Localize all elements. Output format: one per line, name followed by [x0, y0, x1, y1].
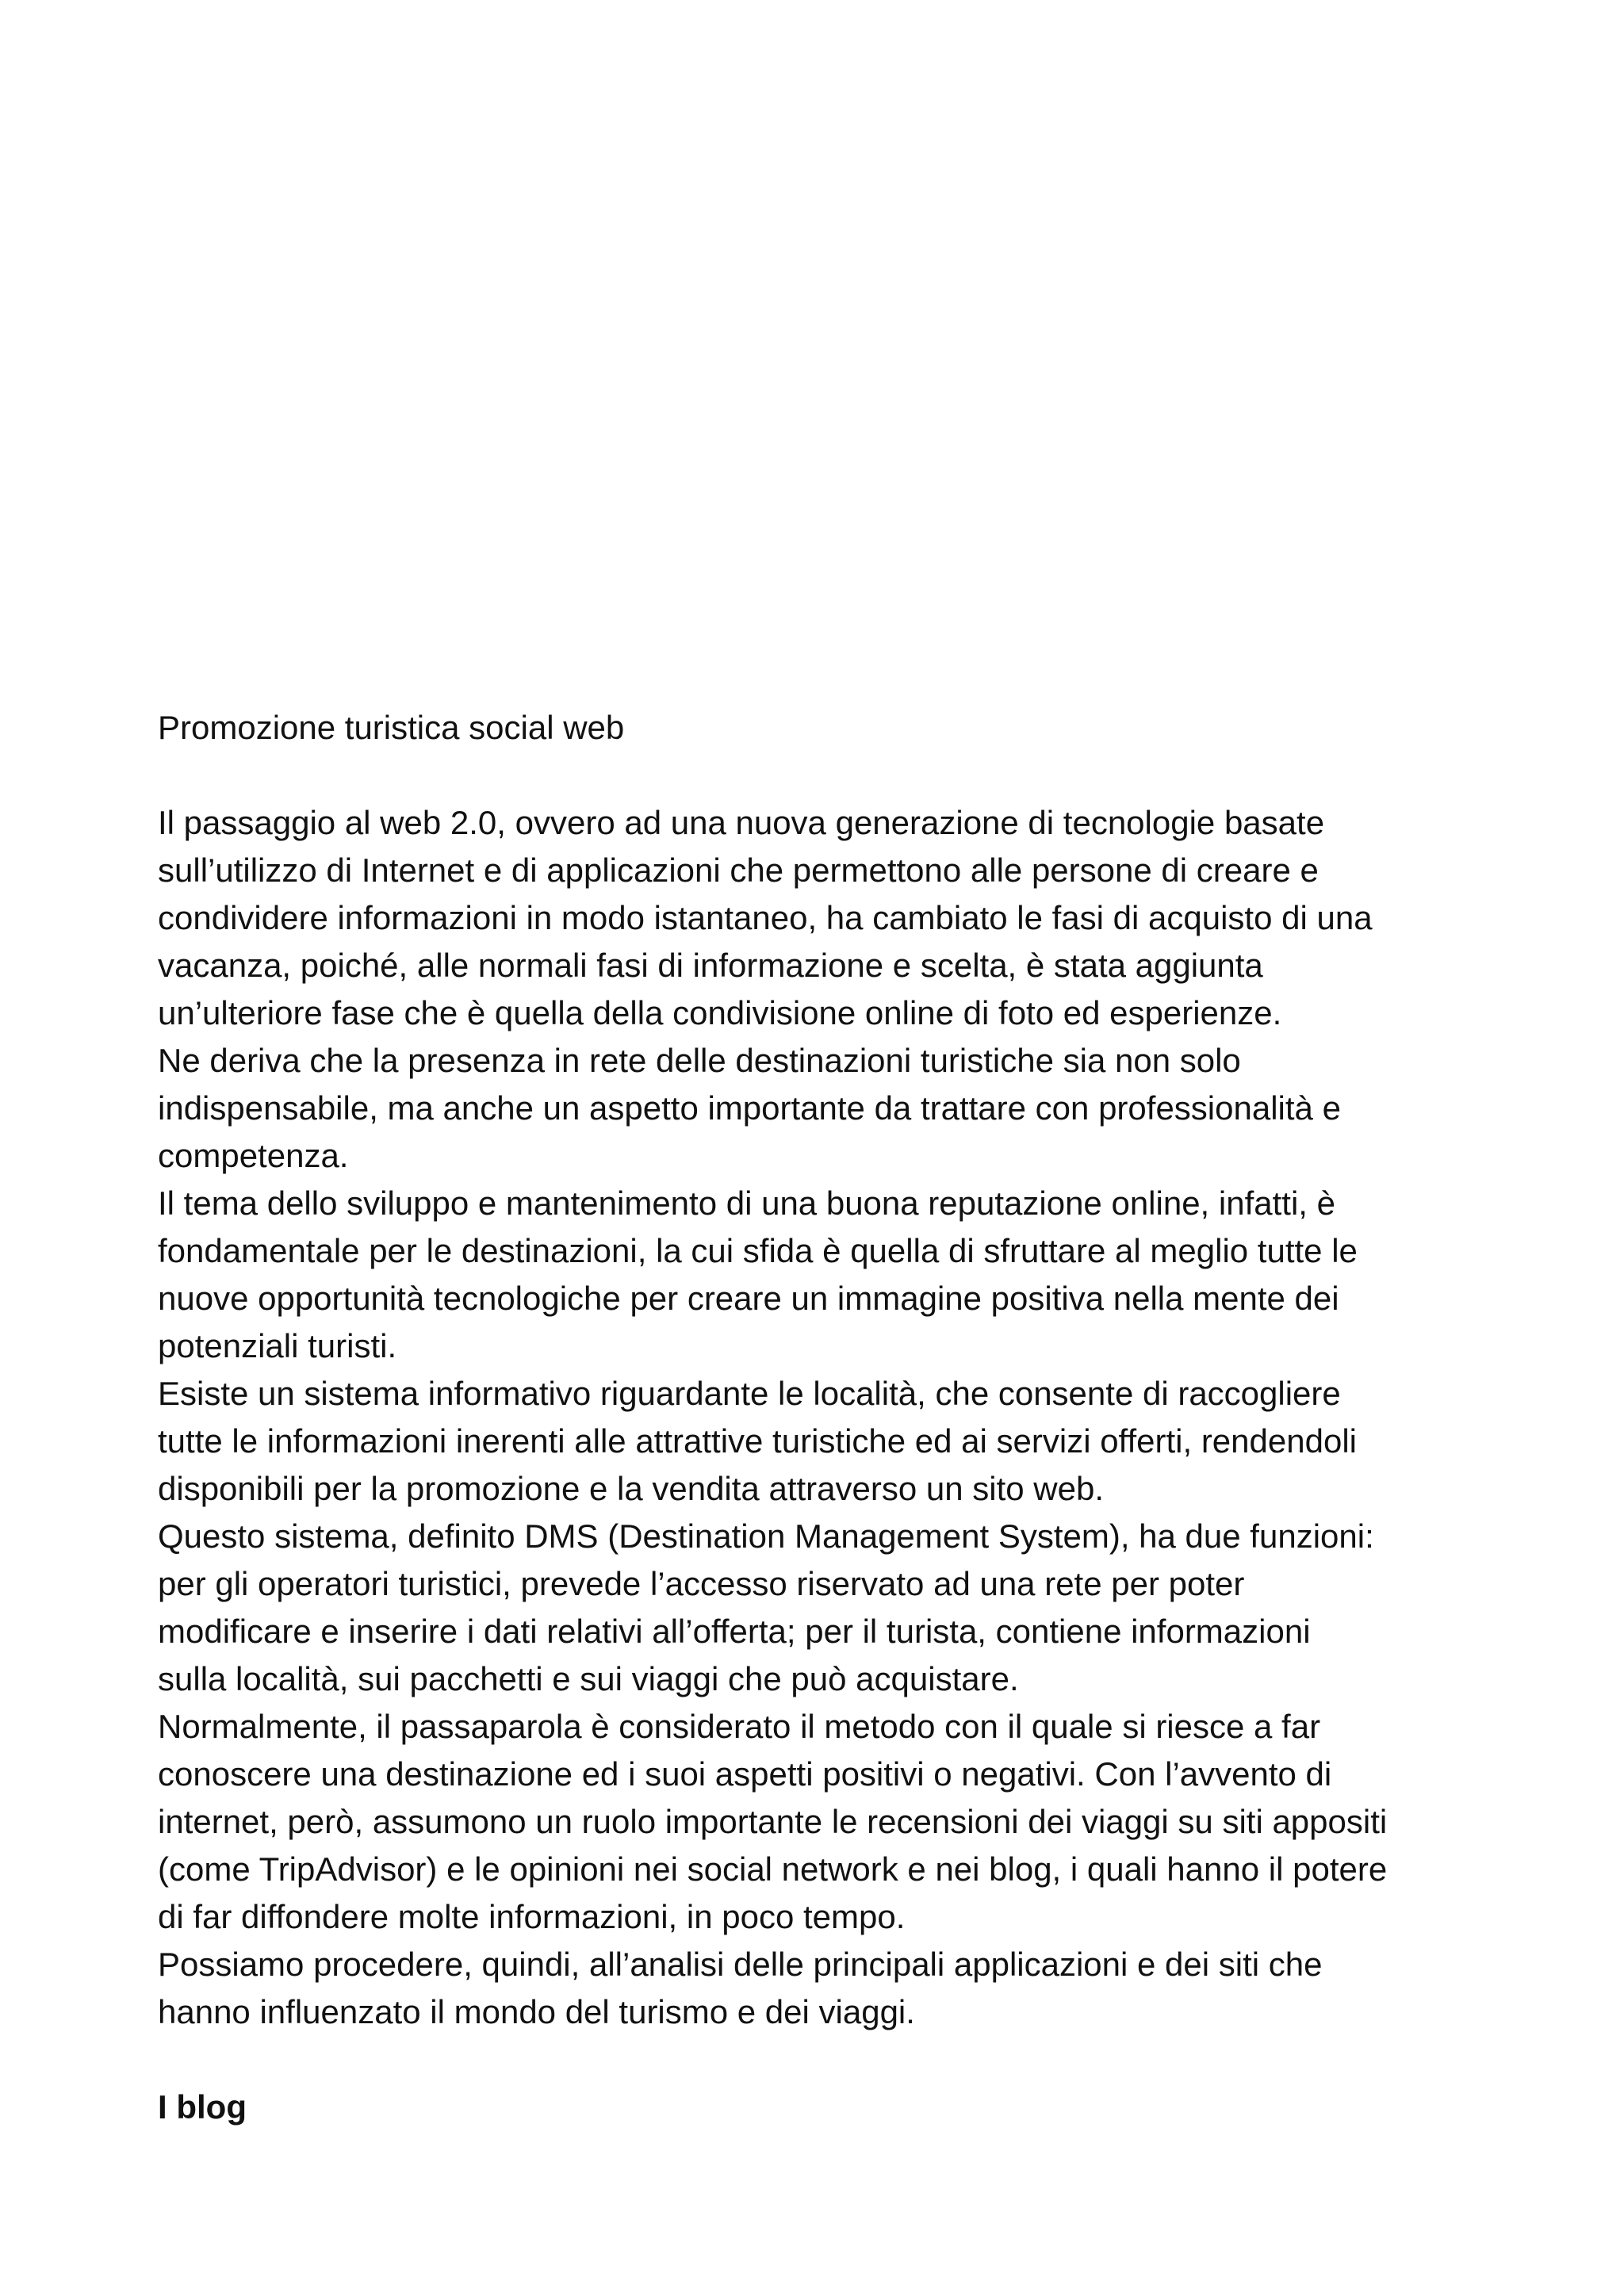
text-line: internet, però, assumono un ruolo importante le recensioni dei viaggi su siti appositi: [158, 1803, 1388, 1840]
text-line: conoscere una destinazione ed i suoi aspetti positivi o negativi. Con l’avvento di: [158, 1755, 1332, 1793]
text-line: condividere informazioni in modo istantaneo, ha cambiato le fasi di acquisto di una: [158, 899, 1373, 936]
text-line: potenziali turisti.: [158, 1327, 397, 1364]
text-line: vacanza, poiché, alle normali fasi di informazione e scelta, è stata aggiunta: [158, 947, 1263, 984]
text-line: hanno influenzato il mondo del turismo e dei viaggi.: [158, 1993, 915, 2030]
text-line: di far diffondere molte informazioni, in poco tempo.: [158, 1898, 906, 1935]
text-line: modificare e inserire i dati relativi all’offerta; per il turista, contiene informazioni: [158, 1613, 1311, 1650]
text-line: fondamentale per le destinazioni, la cui sfida è quella di sfruttare al meglio tutte le: [158, 1232, 1358, 1269]
document-content: [158, 704, 1506, 2131]
text-line: Ne deriva che la presenza in rete delle destinazioni turistiche sia non solo: [158, 1042, 1241, 1079]
text-line: indispensabile, ma anche un aspetto importante da trattare con professionalità e: [158, 1089, 1341, 1127]
text-line: un’ulteriore fase che è quella della condivisione online di foto ed esperienze.: [158, 994, 1282, 1031]
text-line: competenza.: [158, 1137, 349, 1174]
text-line: sull’utilizzo di Internet e di applicazioni che permettono alle persone di creare e: [158, 851, 1319, 889]
text-line: Normalmente, il passaparola è considerato il metodo con il quale si riesce a far: [158, 1708, 1321, 1745]
text-line: disponibili per la promozione e la vendita attraverso un sito web.: [158, 1470, 1105, 1507]
text-line: Possiamo procedere, quindi, all’analisi delle principali applicazioni e dei siti che: [158, 1946, 1323, 1983]
section-heading-blog: I blog: [158, 2088, 247, 2126]
document-title: Promozione turistica social web: [158, 709, 625, 746]
text-line: Esiste un sistema informativo riguardante le località, che consente di raccogliere: [158, 1375, 1341, 1412]
text-line: (come TripAdvisor) e le opinioni nei social network e nei blog, i quali hanno il potere: [158, 1850, 1388, 1888]
text-line: sulla località, sui pacchetti e sui viaggi che può acquistare.: [158, 1660, 1019, 1697]
text-line: Il passaggio al web 2.0, ovvero ad una nuova generazione di tecnologie basate: [158, 804, 1325, 841]
text-line: Questo sistema, definito DMS (Destination Management System), ha due funzioni:: [158, 1517, 1374, 1555]
text-line: tutte le informazioni inerenti alle attrattive turistiche ed ai servizi offerti, rendendoli: [158, 1422, 1357, 1460]
text-line: per gli operatori turistici, prevede l’accesso riservato ad una rete per poter: [158, 1565, 1245, 1602]
text-line: nuove opportunità tecnologiche per creare un immagine positiva nella mente dei: [158, 1280, 1339, 1317]
paragraph-spacer: [158, 752, 1506, 799]
text-line: Il tema dello sviluppo e mantenimento di una buona reputazione online, infatti, è: [158, 1184, 1335, 1222]
body-text: [158, 799, 1506, 2036]
